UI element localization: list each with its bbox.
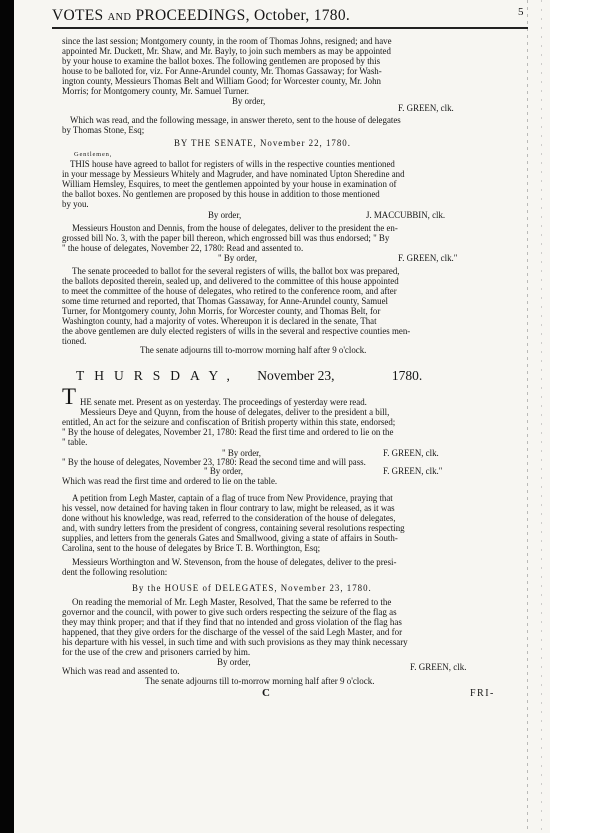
text-line: the ballot boxes. No gentlemen are proposed by this house in addition to those mentioned <box>62 189 380 199</box>
header-and: AND <box>107 12 132 23</box>
text-line: governor and the council, with power to give such orders respecting the seizure of the flag as <box>62 607 397 617</box>
signature: F. GREEN, clk." <box>398 253 458 263</box>
text-line: William Hemsley, Esquires, to meet the gentlemen appointed by your house in examination of <box>62 179 397 189</box>
by-order: " By order, <box>222 448 262 458</box>
page-number: 5 <box>518 6 524 18</box>
text-line: some time returned and reported, that Thomas Gassaway, for Anne-Arundel county, Samuel <box>62 296 388 306</box>
header-month: October, <box>253 7 310 24</box>
text-line: they may think proper; and that if they find that no intended and gross violation of the flag has <box>62 617 402 627</box>
text-line: his vessel, now detained for having taken in flour contrary to law, might be released, as it was <box>62 503 395 513</box>
text-line: and, with sundry letters from the president of congress, containing several resolutions respecting <box>62 523 405 533</box>
text-line: Which was read, and the following message, in answer thereto, sent to the house of delegates <box>70 115 401 125</box>
text-line: Carolina, sent to the house of delegates by Brice T. B. Worthington, Esq; <box>62 543 321 553</box>
section-heading: By the HOUSE of DELEGATES, November 23, 1780. <box>132 583 372 593</box>
text-line: " By the house of delegates, November 21, 1780: Read the first time and ordered to lie on the <box>62 427 394 437</box>
text-line: The senate proceeded to ballot for the several registers of wills, the ballot box was prepared, <box>72 266 400 276</box>
text-line: grossed bill No. 3, with the paper bill thereon, which engrossed bill was thus endorsed; " By <box>62 233 390 243</box>
by-order: By order, <box>208 210 242 220</box>
text-line: the above gentlemen are duly elected registers of wills in the several and respective counties men- <box>62 326 411 336</box>
header-year: 1780. <box>313 7 351 24</box>
by-order: " By order, <box>218 253 258 263</box>
text-line: by you. <box>62 199 89 209</box>
text-line: since the last session; Montgomery county, in the room of Thomas Johns, resigned; and have <box>62 36 392 46</box>
section-heading: BY THE SENATE, November 22, 1780. <box>174 138 351 148</box>
day-heading <box>76 368 423 383</box>
page-header <box>52 7 522 25</box>
text-line: entitled, An act for the seizure and confiscation of British property within this state, endorsed; <box>62 417 396 427</box>
text-line: ington county, Messieurs Thomas Belt and William Good; for Worcester county, Mr. John <box>62 76 381 86</box>
signature: F. GREEN, clk. <box>410 662 467 672</box>
text-line: Which was read and assented to. <box>62 666 180 676</box>
text-line: for the use of the crew and prisoners carried by him. <box>62 647 251 657</box>
salutation: Gentlemen, <box>74 151 113 158</box>
text-line: supplies, and letters from the generals Gates and Smallwood, giving a state of affairs in South- <box>62 533 398 543</box>
by-order: By order, <box>232 96 266 106</box>
day-date: November 23, <box>257 368 335 383</box>
text-line: his departure with his vessel, in such time and with such provisions as they may think necessary <box>62 637 408 647</box>
binding-shadow-2 <box>541 0 542 833</box>
signature: J. MACCUBBIN, clk. <box>366 210 446 220</box>
text-line: " the house of delegates, November 22, 1780: Read and assented to. <box>62 243 304 253</box>
drop-cap: T <box>62 384 77 409</box>
text-line: Washington county, had a majority of votes. Whereupon it is declared in the senate, That <box>62 316 377 326</box>
text-line: HE senate met. Present as on yesterday. The proceedings of yesterday were read. <box>80 397 367 407</box>
text-line: A petition from Legh Master, captain of a flag of truce from New Providence, praying that <box>72 493 393 503</box>
text-line: by Thomas Stone, Esq; <box>62 125 145 135</box>
text-line: " table. <box>62 437 88 447</box>
catchword: FRI- <box>470 688 495 699</box>
text-line: Turner, for Montgomery county, John Morris, for Worcester county, and Thomas Belt, for <box>62 306 381 316</box>
day-name: THURSDAY, <box>76 368 240 383</box>
text-line: Messieurs Deye and Quynn, from the house of delegates, deliver to the president a bill, <box>80 407 390 417</box>
text-line: Morris; for Montgomery county, Mr. Samuel Turner. <box>62 86 250 96</box>
header-votes: VOTES <box>52 7 104 24</box>
text-line: Which was read the first time and ordered to lie on the table. <box>62 476 278 486</box>
binding-shadow <box>527 0 528 833</box>
text-line: in your message by Messieurs Whitely and Magruder, and have nominated Upton Sheredine and <box>62 169 405 179</box>
signature: F. GREEN, clk. <box>383 448 439 458</box>
scan-border-left <box>0 0 14 833</box>
text-line: to meet the committee of the house of delegates, who retired to the conference room, and after <box>62 286 397 296</box>
signature: F. GREEN, clk." <box>383 466 443 476</box>
text-line: happened, that they give orders for the discharge of the vessel of the said Legh Master, and for <box>62 627 403 637</box>
header-rule <box>52 27 528 29</box>
text-line: THIS house have agreed to ballot for registers of wills in the respective counties mentioned <box>70 159 395 169</box>
text-line: " By the house of delegates, November 23, 1780: Read the second time and will pass. <box>62 457 366 467</box>
day-year: 1780. <box>391 368 423 383</box>
text-line: the ballots deposited therein, sealed up, and delivered to the committee of this house appointed <box>62 276 399 286</box>
text-line: done without his knowledge, was read, referred to the consideration of the house of delegates, <box>62 513 396 523</box>
header-proceedings: PROCEEDINGS, <box>135 7 250 24</box>
signature: F. GREEN, clk. <box>398 103 454 113</box>
text-line: appointed Mr. Duckett, Mr. Shaw, and Mr. Bayly, to join such members as may be appointed <box>62 46 391 56</box>
text-line: dent the following resolution: <box>62 567 168 577</box>
text-line: by your house to examine the ballot boxes. The following gentlemen are proposed by this <box>62 56 381 66</box>
text-line: house to be balloted for, viz. For Anne-Arundel county, Mr. Thomas Gassaway; for Wash- <box>62 66 382 76</box>
text-line: Messieurs Worthington and W. Stevenson, from the house of delegates, deliver to the presi- <box>72 557 397 567</box>
text-line: On reading the memorial of Mr. Legh Master, Resolved, That the same be referred to the <box>72 597 392 607</box>
by-order: " By order, <box>204 466 244 476</box>
adjournment: The senate adjourns till to-morrow morning half after 9 o'clock. <box>140 345 367 355</box>
adjournment: The senate adjourns till to-morrow morning half after 9 o'clock. <box>145 676 375 686</box>
scan-margin-right <box>550 0 600 833</box>
by-order: By order, <box>217 657 251 667</box>
text-line: tioned. <box>62 336 87 346</box>
text-line: Messieurs Houston and Dennis, from the house of delegates, deliver to the president the en- <box>72 223 398 233</box>
signature-mark: C <box>262 687 270 699</box>
